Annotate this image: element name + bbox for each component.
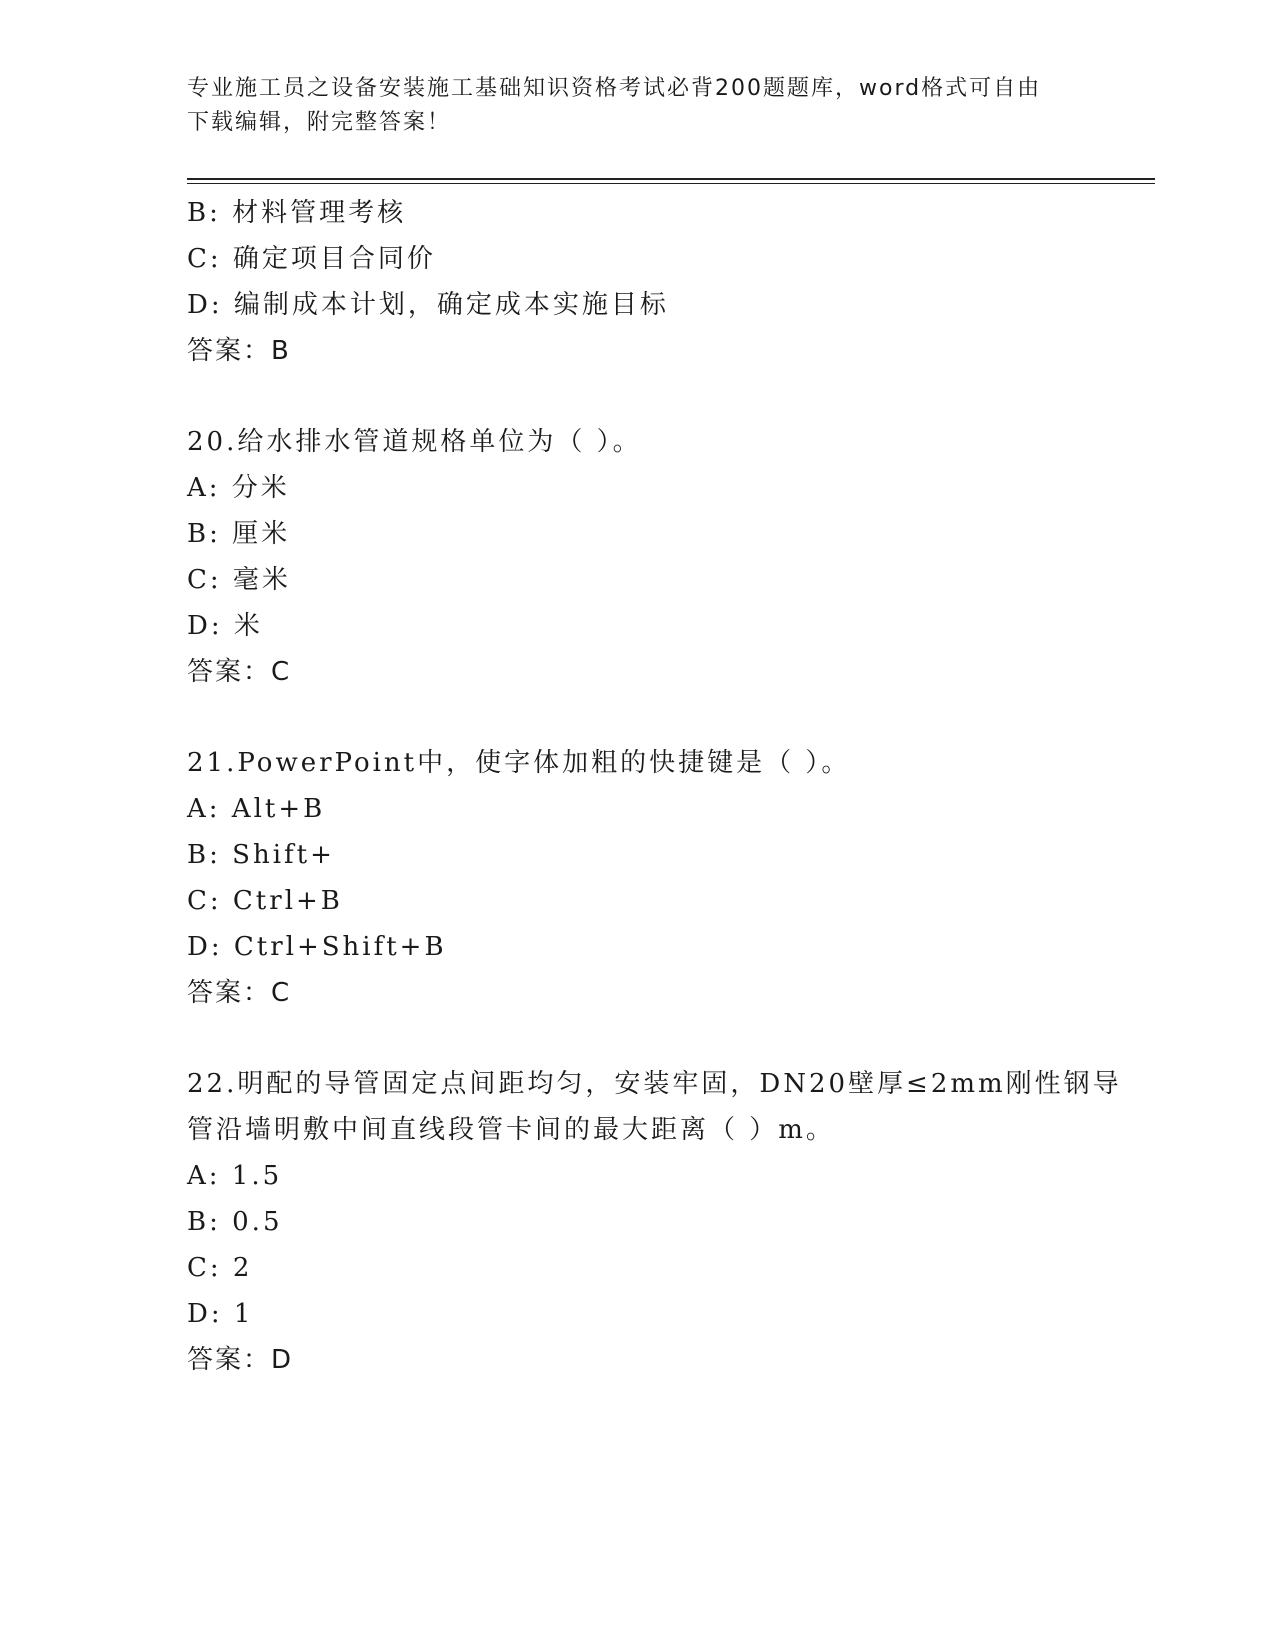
question-text: 21.PowerPoint中，使字体加粗的快捷键是（ ）。: [187, 748, 851, 778]
option-a: A: 分米: [187, 473, 290, 503]
answer-label: 答案：B: [187, 336, 291, 366]
option-c: C: 确定项目合同价: [187, 244, 436, 274]
question-21-block: [187, 740, 1087, 1016]
spacer: [187, 1016, 1087, 1061]
option-b: B: 材料管理考核: [187, 198, 407, 228]
header-rule-thick: [187, 178, 1155, 180]
spacer: [187, 695, 1087, 740]
option-c: C: 2: [187, 1253, 253, 1283]
header-rule-thin: [187, 183, 1155, 184]
document-header: [187, 72, 1087, 140]
header-line-1: 专业施工员之设备安装施工基础知识资格考试必背200题题库，word格式可自由: [187, 76, 1042, 101]
question-text-line-2: 管沿墙明敷中间直线段管卡间的最大距离（ ）m。: [187, 1115, 835, 1145]
option-d: D: 编制成本计划，确定成本实施目标: [187, 290, 669, 320]
header-line-2: 下载编辑，附完整答案！: [187, 110, 452, 135]
spacer: [187, 374, 1087, 419]
question-content: [187, 190, 1122, 1383]
option-d: D: Ctrl+Shift+B: [187, 932, 447, 962]
option-c: C: 毫米: [187, 565, 291, 595]
option-d: D: 米: [187, 611, 263, 641]
option-d: D: 1: [187, 1299, 254, 1329]
answer-label: 答案：C: [187, 978, 292, 1008]
option-a: A: 1.5: [187, 1161, 283, 1191]
answer-label: 答案：C: [187, 657, 292, 687]
question-text-line-1: 22.明配的导管固定点间距均匀，安装牢固，DN20壁厚≤2mm刚性钢导: [187, 1069, 1122, 1099]
option-c: C: Ctrl+B: [187, 886, 343, 916]
question-22-block: [187, 1061, 1122, 1383]
prev-question-block: [187, 190, 1087, 374]
question-20-block: [187, 419, 1087, 695]
option-b: B: 0.5: [187, 1207, 283, 1237]
option-a: A: Alt+B: [187, 794, 326, 824]
option-b: B: 厘米: [187, 519, 291, 549]
answer-label: 答案：D: [187, 1345, 294, 1375]
question-text: 20.给水排水管道规格单位为（ ）。: [187, 427, 642, 457]
option-b: B: Shift+: [187, 840, 335, 870]
